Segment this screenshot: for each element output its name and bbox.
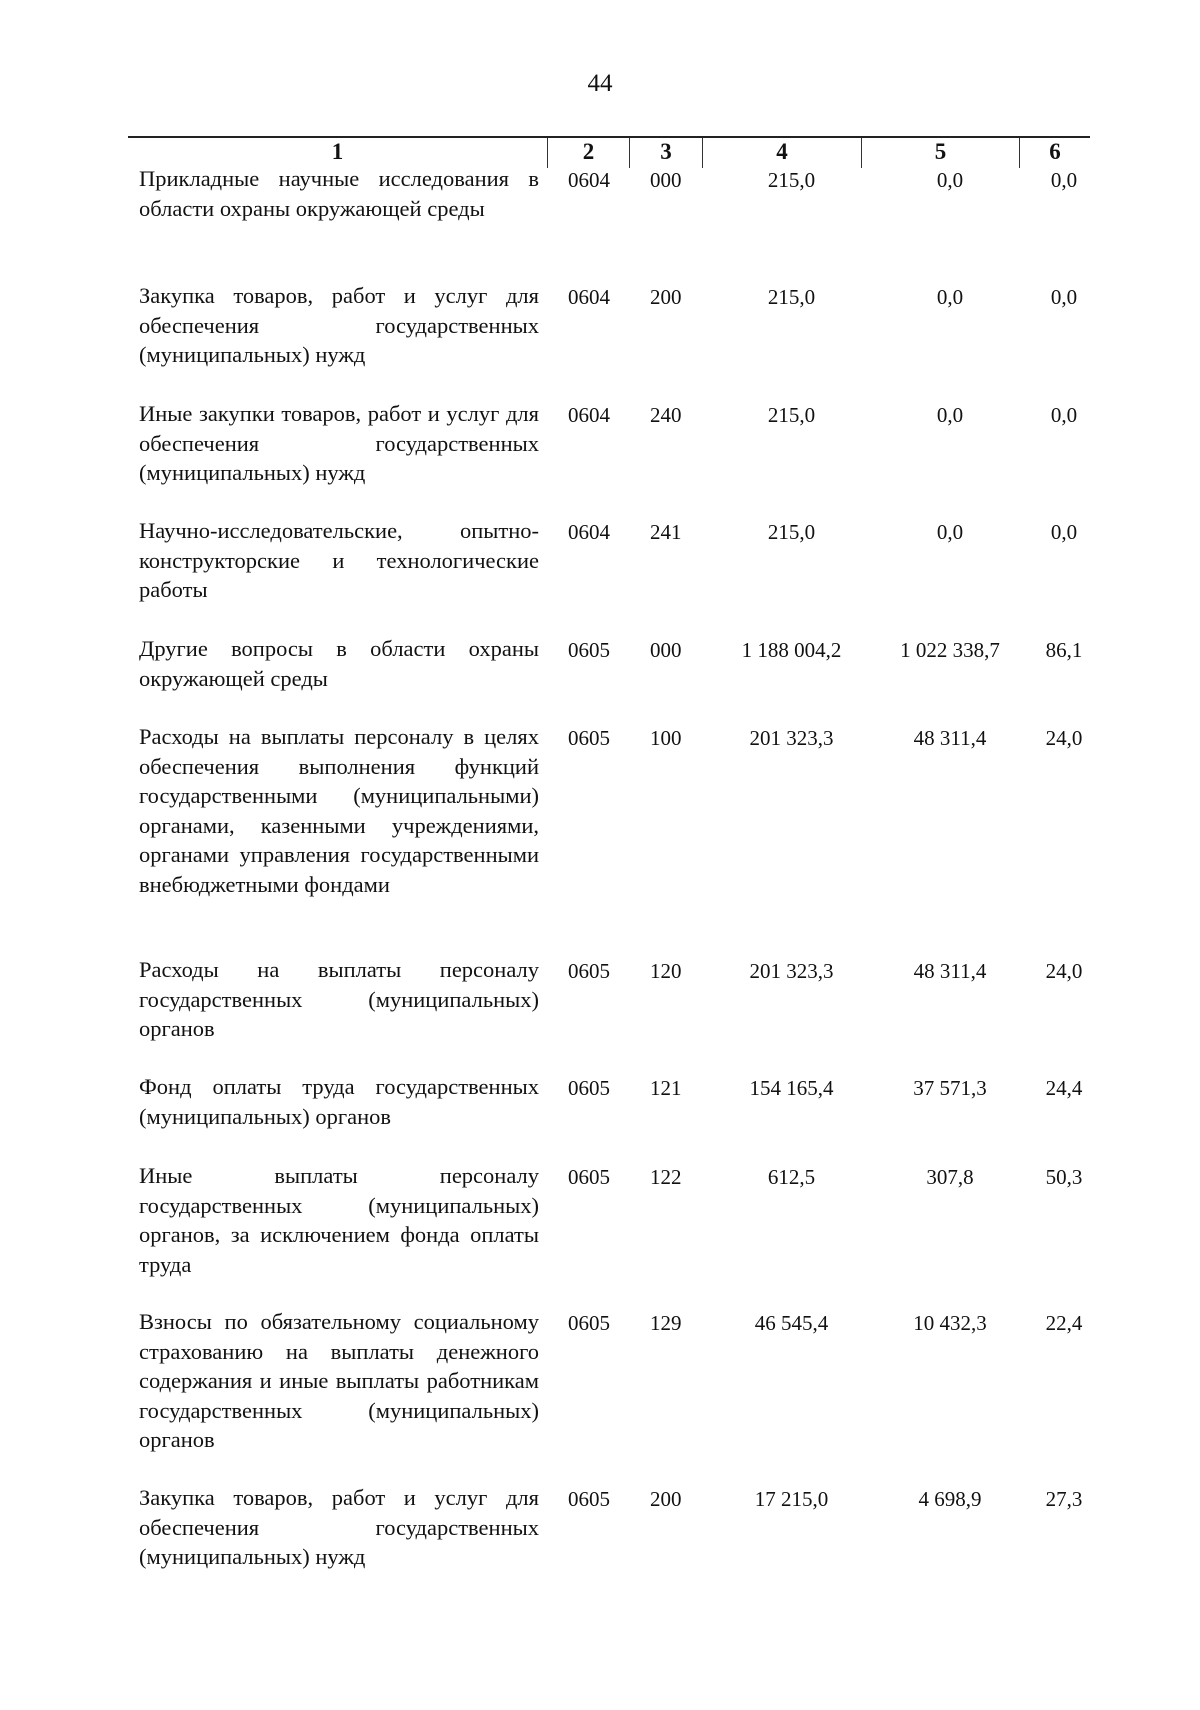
cell-col-3: 129 — [650, 1311, 682, 1335]
cell-col-3: 120 — [650, 959, 682, 983]
cell-col-6: 50,3 — [1045, 1165, 1083, 1189]
cell-col-5: 0,0 — [936, 403, 964, 427]
cell-col-2: 0605 — [568, 1311, 610, 1335]
cell-col-5: 48 311,4 — [913, 726, 987, 750]
row-description: Иные закупки товаров, работ и услуг для обеспечения государственных (муниципальных) нужд — [139, 401, 539, 485]
cell-col-3: 200 — [650, 285, 682, 309]
cell-col-5: 0,0 — [936, 168, 964, 192]
cell-col-3: 121 — [650, 1076, 682, 1100]
cell-col-5: 48 311,4 — [913, 959, 987, 983]
cell-col-2: 0604 — [568, 168, 610, 192]
cell-col-4: 46 545,4 — [754, 1311, 829, 1335]
cell-col-6: 24,0 — [1045, 726, 1083, 750]
cell-col-3: 240 — [650, 403, 682, 427]
row-description: Прикладные научные исследования в области охраны окружающей среды — [139, 166, 539, 221]
cell-col-6: 0,0 — [1050, 285, 1078, 309]
cell-col-5: 10 432,3 — [913, 1311, 987, 1335]
row-description: Расходы на выплаты персоналу в целях обеспечения выполнения функций государственными (муниципальными) органами, казенными учреждениями, органами управления государственными внебюджетными фондами — [139, 724, 539, 897]
cell-col-5: 0,0 — [936, 285, 964, 309]
cell-col-3: 100 — [650, 726, 682, 750]
cell-col-5: 307,8 — [926, 1165, 974, 1189]
cell-col-4: 612,5 — [767, 1165, 816, 1189]
cell-col-2: 0605 — [568, 1076, 610, 1100]
row-description: Закупка товаров, работ и услуг для обеспечения государственных (муниципальных) нужд — [139, 283, 539, 367]
header-col-5: 5 — [862, 138, 1020, 168]
cell-col-3: 122 — [650, 1165, 682, 1189]
header-col-2: 2 — [548, 138, 630, 168]
header-col-3: 3 — [630, 138, 703, 168]
row-description: Расходы на выплаты персоналу государственных (муниципальных) органов — [139, 957, 539, 1041]
row-description: Закупка товаров, работ и услуг для обеспечения государственных (муниципальных) нужд — [139, 1485, 539, 1569]
cell-col-4: 215,0 — [767, 168, 816, 192]
cell-col-6: 24,0 — [1045, 959, 1083, 983]
cell-col-6: 24,4 — [1045, 1076, 1083, 1100]
header-col-1: 1 — [128, 138, 548, 168]
cell-col-4: 17 215,0 — [754, 1487, 829, 1511]
cell-col-5: 37 571,3 — [913, 1076, 987, 1100]
cell-col-2: 0605 — [568, 638, 610, 662]
cell-col-4: 201 323,3 — [749, 726, 834, 750]
row-description: Научно-исследовательские, опытно-конструкторские и технологические работы — [139, 518, 539, 602]
cell-col-4: 201 323,3 — [749, 959, 834, 983]
cell-col-3: 241 — [650, 520, 682, 544]
cell-col-2: 0604 — [568, 520, 610, 544]
row-description: Фонд оплаты труда государственных (муниципальных) органов — [139, 1074, 539, 1129]
header-col-6: 6 — [1049, 139, 1061, 164]
cell-col-4: 1 188 004,2 — [741, 638, 842, 662]
cell-col-6: 86,1 — [1045, 638, 1083, 662]
cell-col-3: 200 — [650, 1487, 682, 1511]
cell-col-6: 22,4 — [1045, 1311, 1083, 1335]
row-description: Другие вопросы в области охраны окружающей среды — [139, 636, 539, 691]
cell-col-6: 27,3 — [1045, 1487, 1083, 1511]
cell-col-2: 0605 — [568, 959, 610, 983]
cell-col-3: 000 — [650, 638, 682, 662]
row-description: Иные выплаты персоналу государственных (муниципальных) органов, за исключением фонда оплаты труда — [139, 1163, 539, 1277]
cell-col-3: 000 — [650, 168, 682, 192]
cell-col-6: 0,0 — [1050, 520, 1078, 544]
cell-col-4: 154 165,4 — [749, 1076, 834, 1100]
cell-col-2: 0604 — [568, 285, 610, 309]
cell-col-5: 0,0 — [936, 520, 964, 544]
cell-col-6: 0,0 — [1050, 168, 1078, 192]
header-col-4: 4 — [703, 138, 862, 168]
cell-col-4: 215,0 — [767, 403, 816, 427]
cell-col-5: 4 698,9 — [918, 1487, 982, 1511]
row-description: Взносы по обязательному социальному страхованию на выплаты денежного содержания и иные выплаты работникам государственных (муниципальных) органов — [139, 1309, 539, 1452]
cell-col-2: 0605 — [568, 1165, 610, 1189]
cell-col-2: 0605 — [568, 726, 610, 750]
cell-col-2: 0604 — [568, 403, 610, 427]
cell-col-6: 0,0 — [1050, 403, 1078, 427]
cell-col-4: 215,0 — [767, 285, 816, 309]
cell-col-2: 0605 — [568, 1487, 610, 1511]
cell-col-4: 215,0 — [767, 520, 816, 544]
cell-col-5: 1 022 338,7 — [900, 638, 1000, 662]
page-number: 44 — [587, 70, 613, 97]
